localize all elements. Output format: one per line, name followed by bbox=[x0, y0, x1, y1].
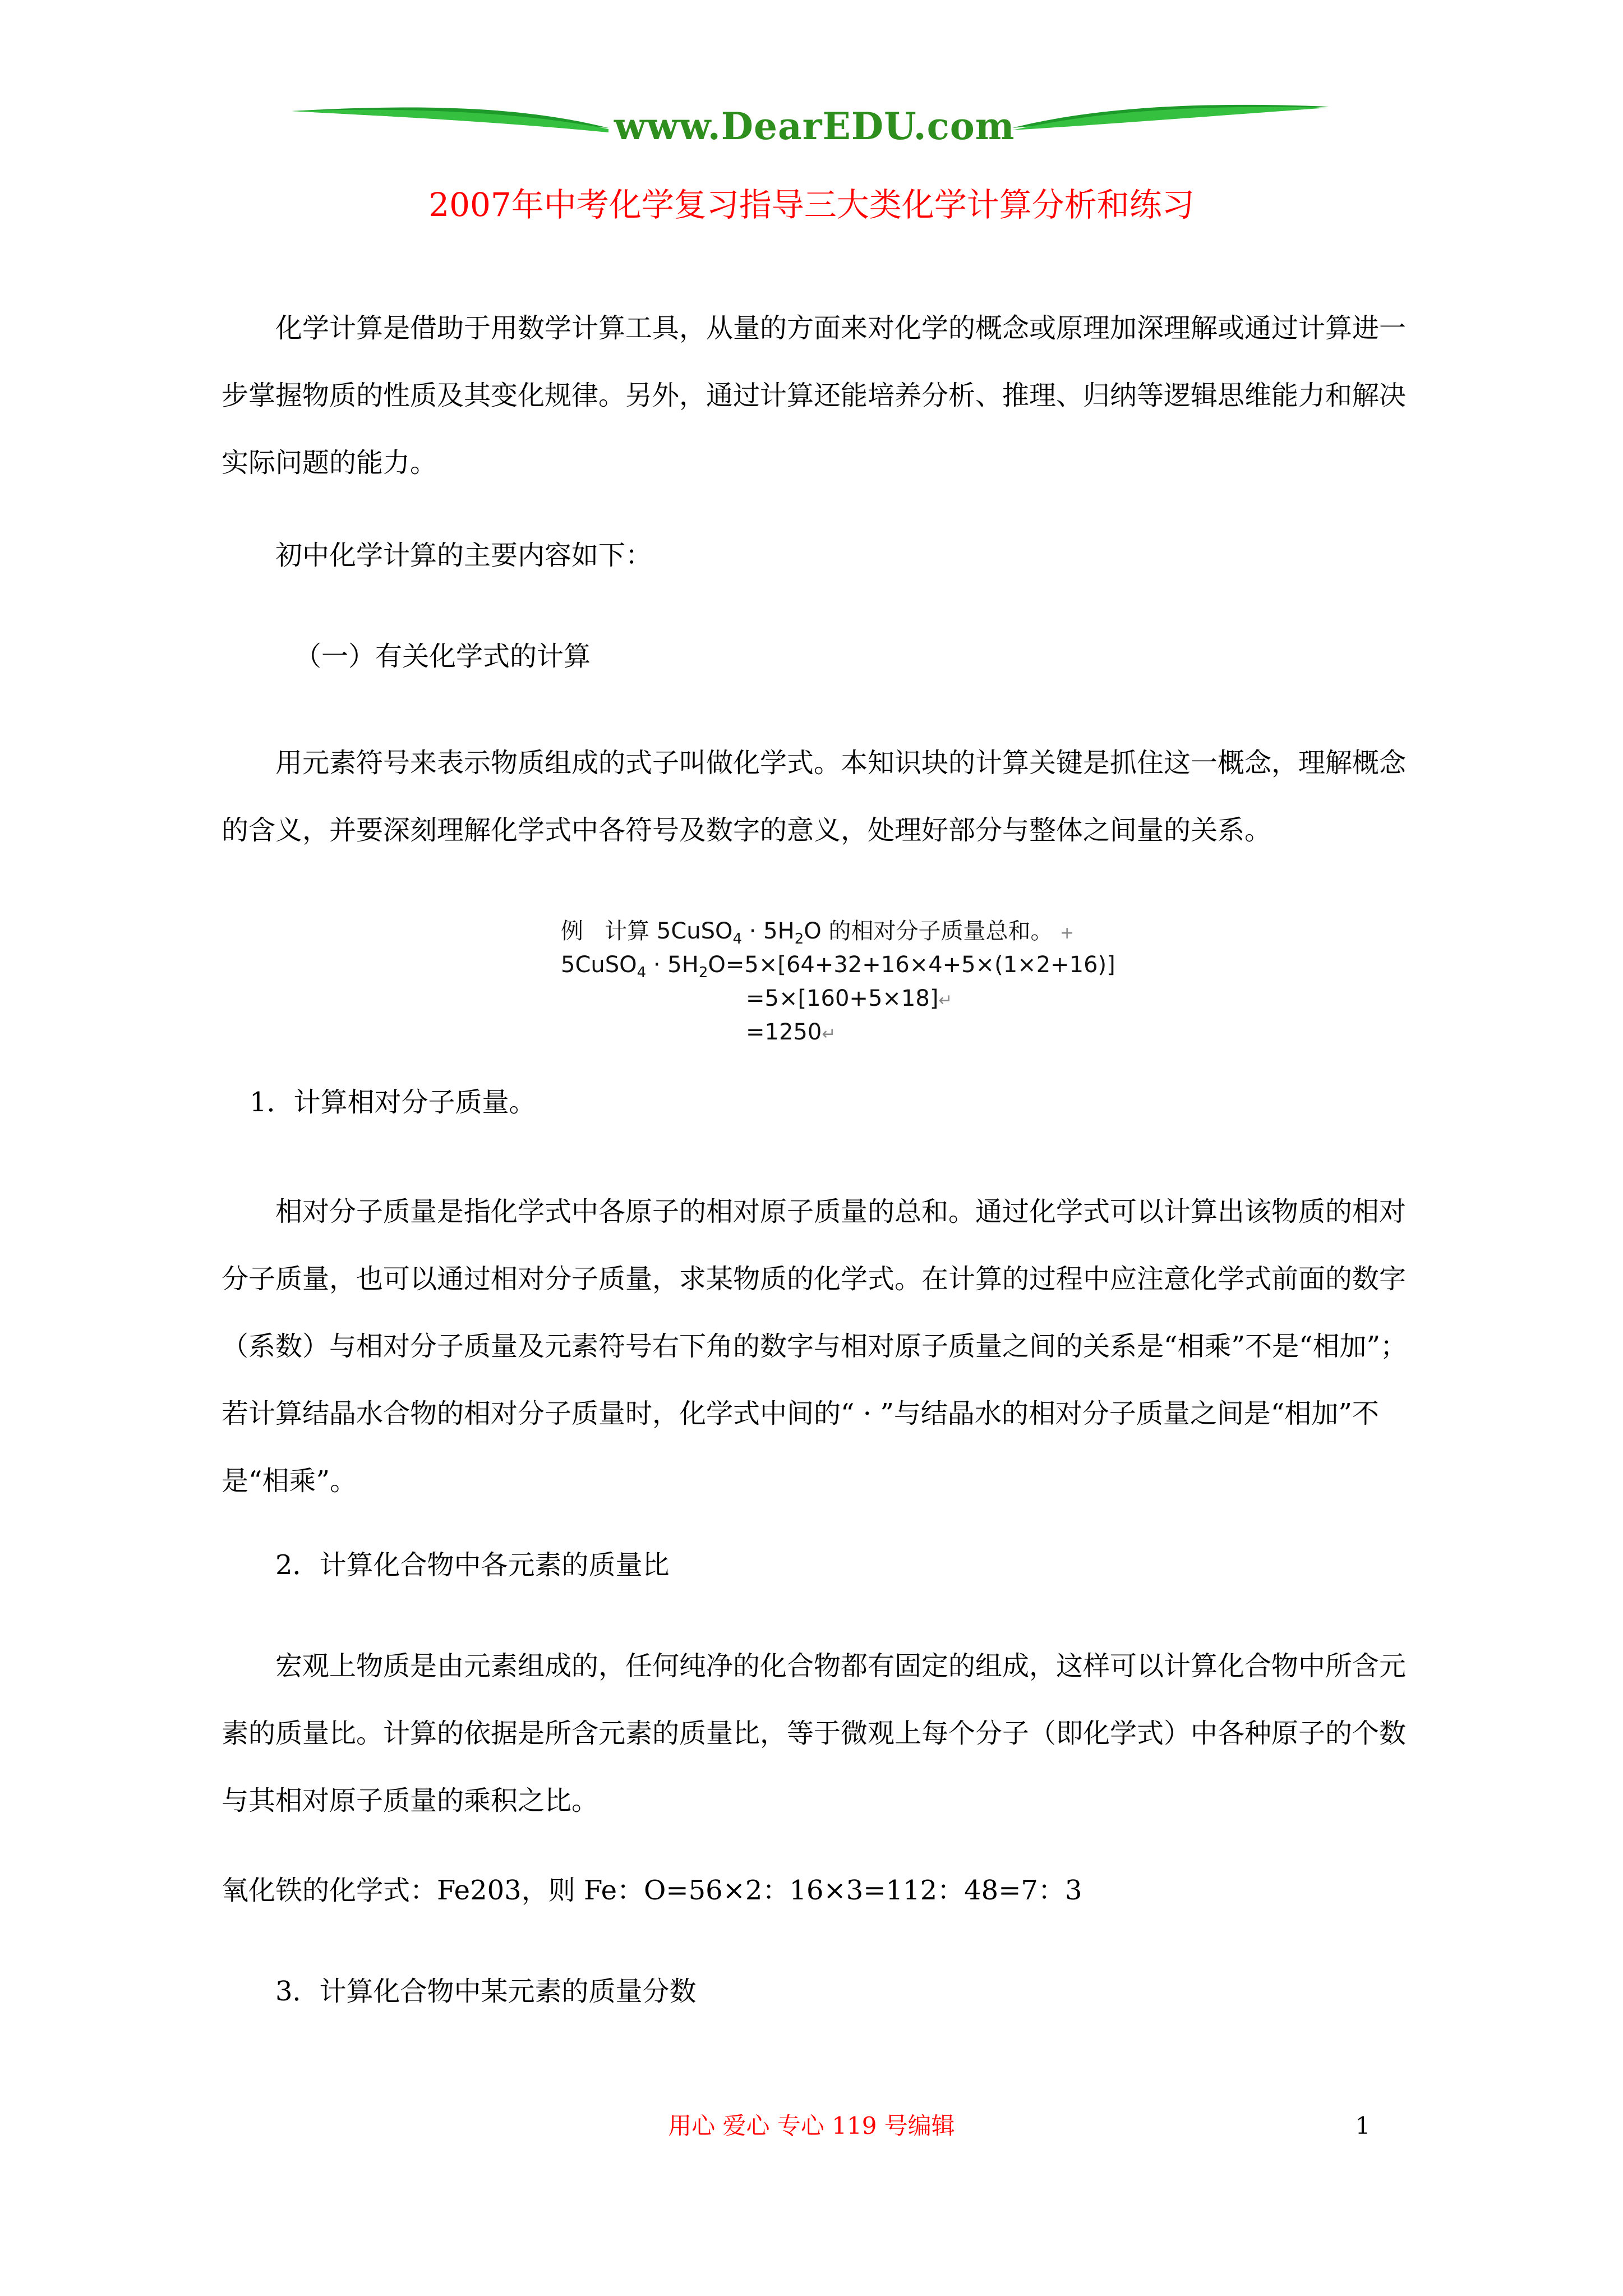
example-step-1: 5CuSO$_4$ · $5H_2O=5\times[64+32+16\times 4+5\times(1\times 2+16)]$ bbox=[561, 952, 1115, 981]
section-description: 用元素符号来表示物质组成的式子叫做化学式。本知识块的计算关键是抓住这一概念，理解概念的含义，并要深刻理解化学式中各符号及数字的意义，处理好部分与整体之间量的关系。 bbox=[222, 747, 1407, 846]
example-step-2: =5×[160+5×18]↵ bbox=[746, 986, 953, 1011]
item-1-heading: 1．计算相对分子质量。 bbox=[250, 1087, 536, 1118]
footer-motto: 用心 爱心 专心 119 号编辑 bbox=[668, 2112, 955, 2139]
worked-example bbox=[561, 914, 1223, 1049]
section-heading: （一）有关化学式的计算 bbox=[294, 641, 591, 672]
item-2-heading: 2．计算化合物中各元素的质量比 bbox=[275, 1549, 670, 1581]
return-mark-icon: ↵ bbox=[822, 1024, 836, 1044]
example-question: 例 计算 5CuSO$_4$ · $5H_2O$ 的相对分子质量总和。 + bbox=[561, 918, 1075, 947]
item-3-heading: 3．计算化合物中某元素的质量分数 bbox=[275, 1976, 697, 2007]
site-header bbox=[292, 95, 1329, 157]
item-2-description: 宏观上物质是由元素组成的，任何纯净的化合物都有固定的组成，这样可以计算化合物中所含元素的质量比。计算的依据是所含元素的质量比，等于微观上每个分子（即化学式）中各种原子的个数与其相对原子质量的乘积之比。 bbox=[222, 1650, 1407, 1816]
page-title: 2007年中考化学复习指导三大类化学计算分析和练习 bbox=[428, 186, 1195, 224]
main-content-line: 初中化学计算的主要内容如下： bbox=[275, 540, 653, 571]
site-logo-text: www.DearEDU.com bbox=[614, 104, 1015, 148]
intro-paragraph: 化学计算是借助于用数学计算工具，从量的方面来对化学的概念或原理加深理解或通过计算进一步掌握物质的性质及其变化规律。另外，通过计算还能培养分析、推理、归纳等逻辑思维能力和解决实际问题的能力。 bbox=[222, 312, 1407, 478]
page-number: 1 bbox=[1355, 2112, 1371, 2139]
plus-mark-icon: + bbox=[1060, 923, 1075, 943]
item-1-description: 相对分子质量是指化学式中各原子的相对原子质量的总和。通过化学式可以计算出该物质的相对分子质量，也可以通过相对分子质量，求某物质的化学式。在计算的过程中应注意化学式前面的数字（系数）与相对分子质量及元素符号右下角的数字与相对原子质量之间的关系是“相乘”不是“相加”；若计算结晶水合物的相对分子质量时，化学式中间的“ · ”与结晶水的相对分子质量之间是“相加”不是“相乘”。 bbox=[222, 1196, 1408, 1497]
return-mark-icon: ↵ bbox=[938, 991, 953, 1010]
example-step-3: =1250↵ bbox=[746, 1019, 836, 1045]
page-footer bbox=[0, 2109, 1623, 2143]
item-2-example: 氧化铁的化学式：Fe203，则 Fe：O=56×2：16×3=112：48=7：3 bbox=[222, 1875, 1082, 1906]
